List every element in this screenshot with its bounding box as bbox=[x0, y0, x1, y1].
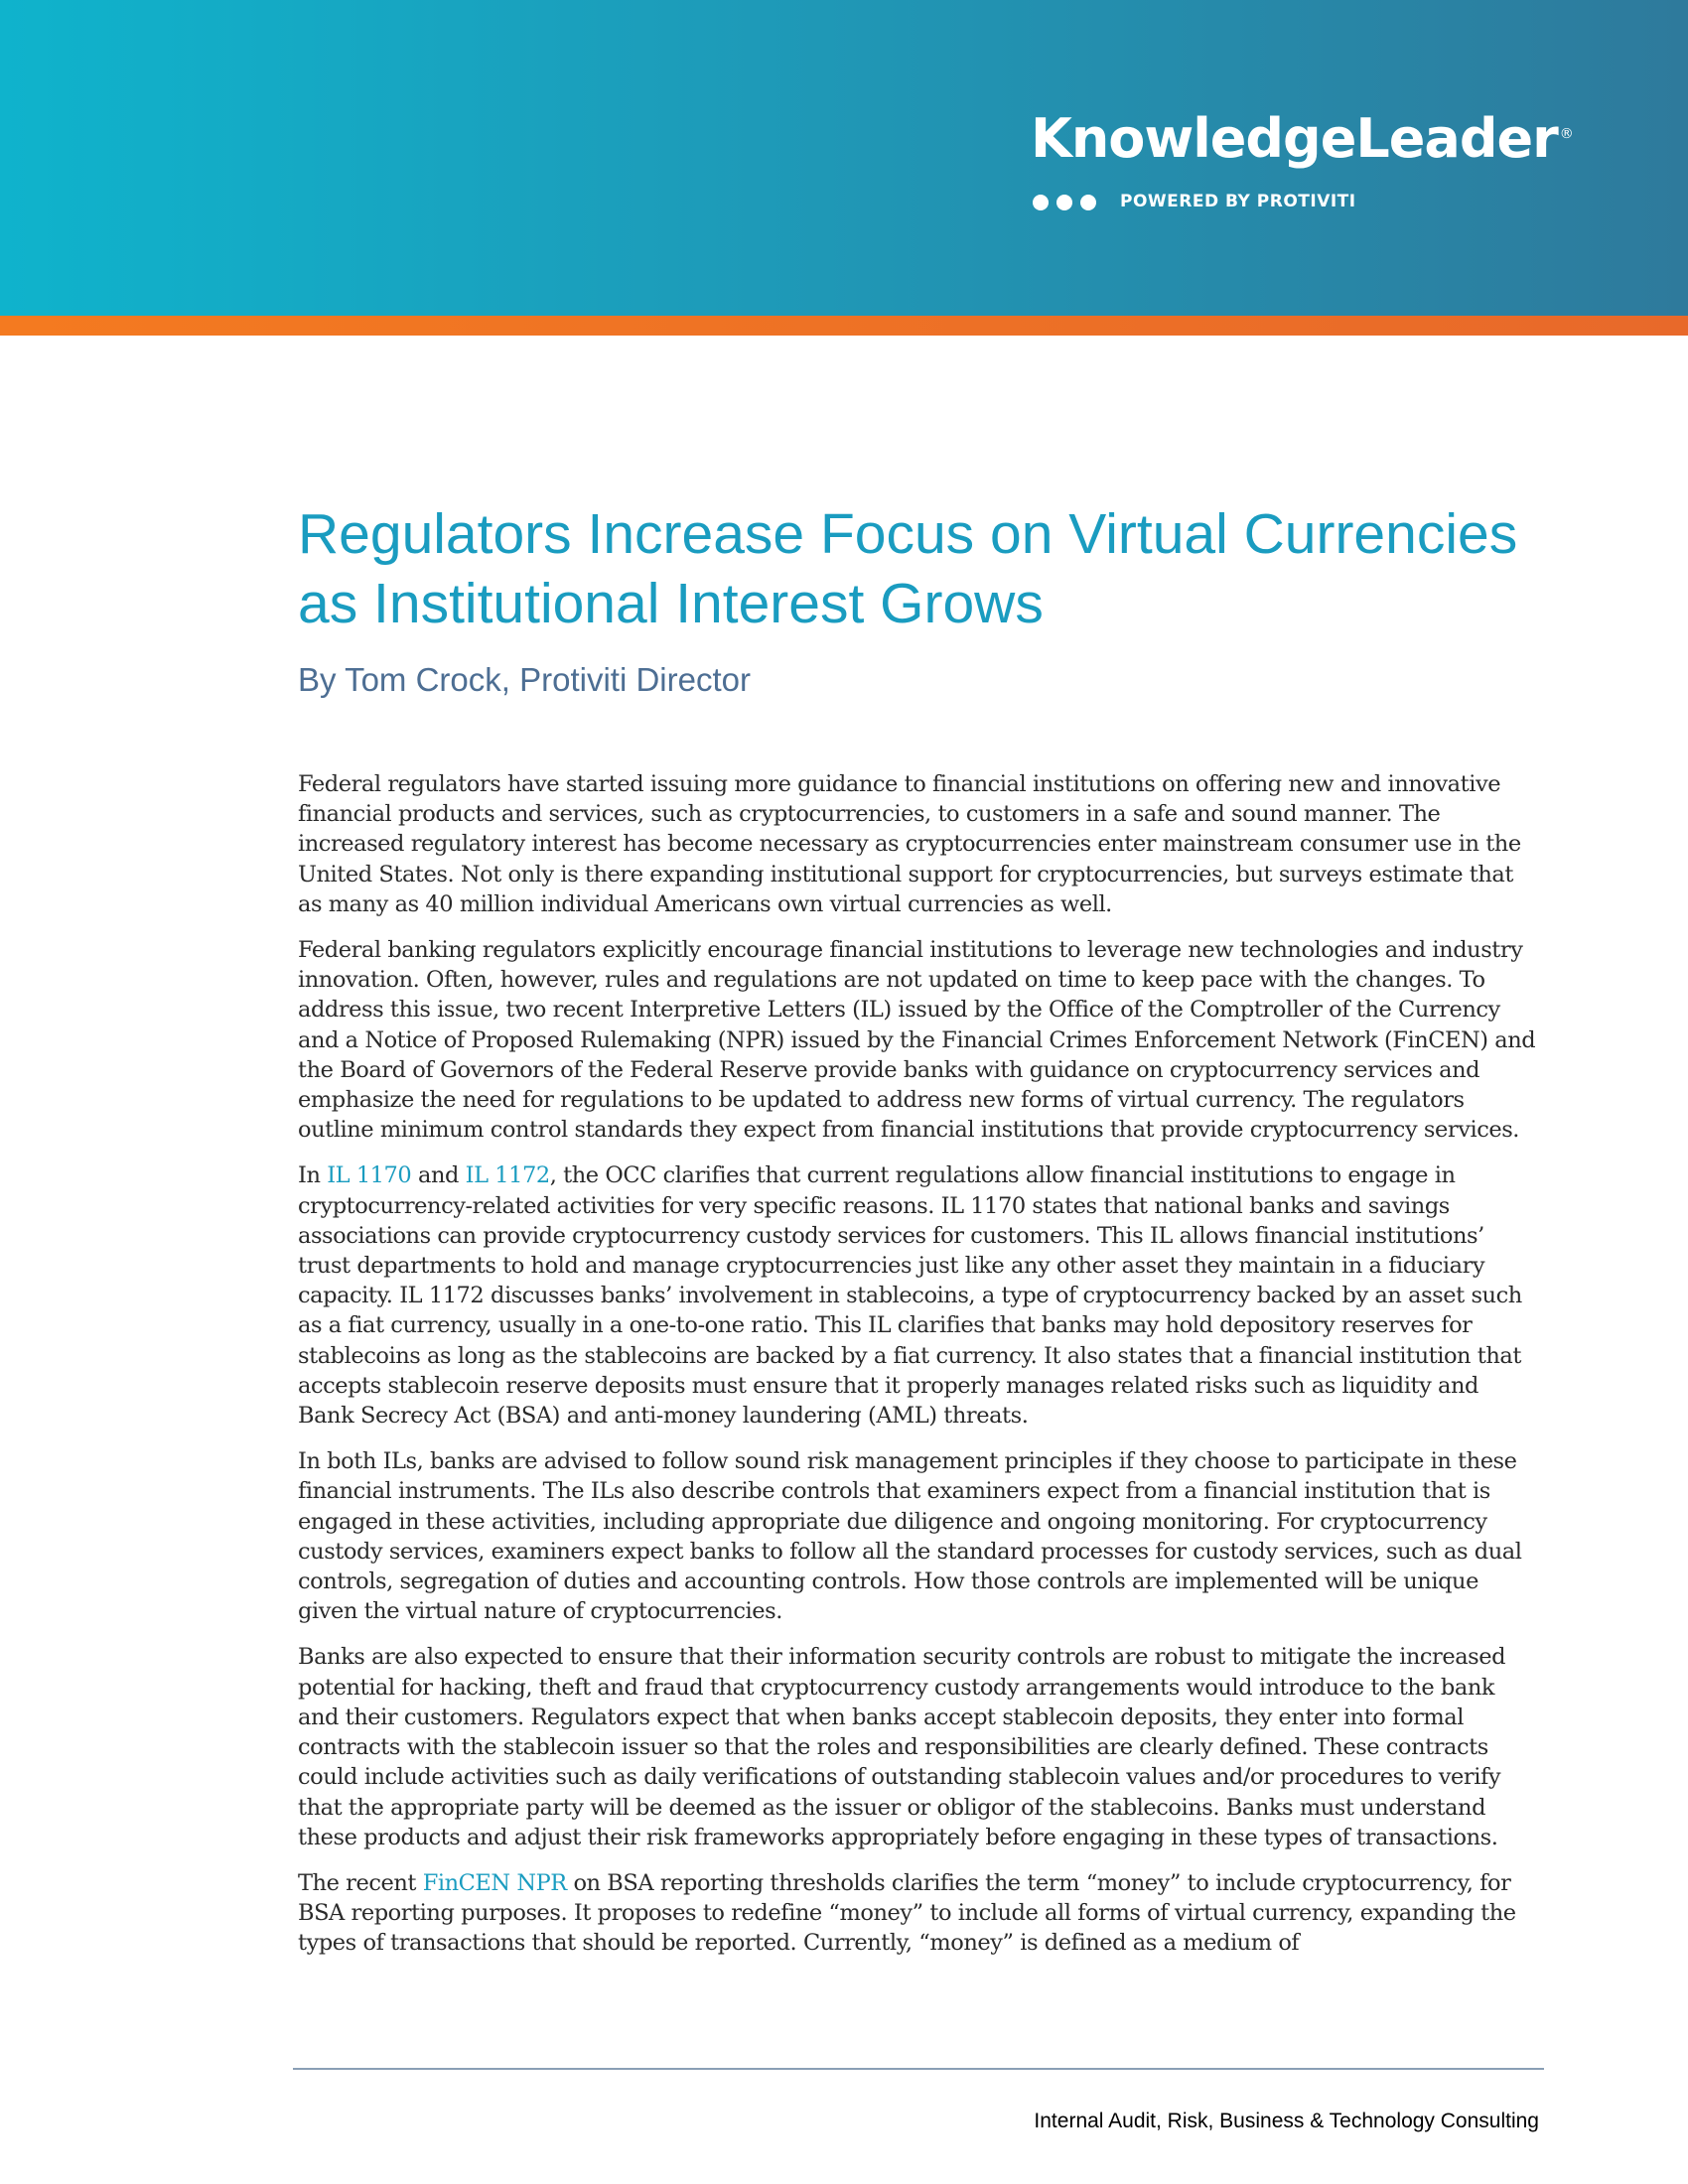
paragraph-6-text-a: The recent bbox=[298, 1869, 423, 1896]
registered-mark: ® bbox=[1559, 126, 1573, 142]
paragraph-6 bbox=[298, 1868, 1539, 1959]
paragraph-5: Banks are also expected to ensure that their information security controls are robust to mitigate the increased potential for hacking, theft and fraud that cryptocurrency custody arrangements would introduce to the bank and their customers. Regulators expect that when banks accept stablecoin deposits, they enter into formal contracts with the stablecoin issuer so that the roles and responsibilities are clearly defined. These contracts could include activities such as daily verifications of outstanding stablecoin values and/or procedures to verify that the appropriate party will be deemed as the issuer or obligor of the stablecoins. Banks must understand these products and adjust their risk frameworks appropriately before engaging in these types of transactions. bbox=[298, 1644, 1506, 1850]
footer-divider bbox=[293, 2068, 1544, 2070]
brand-dots-icon bbox=[1033, 195, 1096, 210]
link-il-1172[interactable]: IL 1172 bbox=[465, 1162, 550, 1189]
paragraph-6-text-b: on BSA reporting thresholds clarifies the term “money” to include cryptocurrency, for BSA reporting purposes. It proposes to redefine “money” to include all forms of virtual currency, expanding the types of transactions that should be reported. Currently, “money” is defined as a medium of bbox=[298, 1869, 1516, 1957]
brand-logo bbox=[1031, 107, 1573, 170]
footer-tagline: Internal Audit, Risk, Business & Technology Consulting bbox=[1034, 2110, 1539, 2132]
link-il-1170[interactable]: IL 1170 bbox=[327, 1162, 412, 1189]
brand-name: KnowledgeLeader bbox=[1031, 107, 1558, 170]
paragraph-3-text-c: , the OCC clarifies that current regulations allow financial institutions to engage in cryptocurrency-related activities for very specific reasons. IL 1170 states that national banks and savings associations can provide cryptocurrency custody services for customers. This IL allows financial institutions’ trust departments to hold and manage cryptocurrencies just like any other asset they maintain in a fiduciary capacity. IL 1172 discusses banks’ involvement in stablecoins, a type of cryptocurrency backed by an asset such as a fiat currency, usually in a one-to-one ratio. This IL clarifies that banks may hold depository reserves for stablecoins as long as the stablecoins are backed by a fiat currency. It also states that a financial institution that accepts stablecoin reserve deposits must ensure that it properly manages related risks such as liquidity and Bank Secrecy Act (BSA) and anti-money laundering (AML) threats. bbox=[298, 1162, 1522, 1430]
paragraph-3-text-a: In bbox=[298, 1162, 328, 1189]
paragraph-3 bbox=[298, 1160, 1539, 1431]
paragraph-3-text-b: and bbox=[411, 1162, 466, 1189]
article-body bbox=[298, 769, 1539, 1975]
accent-stripe bbox=[0, 316, 1688, 336]
byline: By Tom Crock, Protiviti Director bbox=[298, 661, 751, 698]
page-title: Regulators Increase Focus on Virtual Currencies as Institutional Interest Grows bbox=[298, 502, 1518, 635]
paragraph-2: Federal banking regulators explicitly encourage financial institutions to leverage new technologies and industry innovation. Often, however, rules and regulations are not updated on time to keep pace with the changes. To address this issue, two recent Interpretive Letters (IL) issued by the Office of the Comptroller of the Currency and a Notice of Proposed Rulemaking (NPR) issued by the Financial Crimes Enforcement Network (FinCEN) and the Board of Governors of the Federal Reserve provide banks with guidance on cryptocurrency services and emphasize the need for regulations to be updated to address new forms of virtual currency. The regulators outline minimum control standards they expect from financial institutions that provide cryptocurrency services. bbox=[298, 937, 1536, 1144]
link-fincen-npr[interactable]: FinCEN NPR bbox=[422, 1869, 567, 1896]
paragraph-1: Federal regulators have started issuing more guidance to financial institutions on offering new and innovative financial products and services, such as cryptocurrencies, to customers in a safe and sound manner. The increased regulatory interest has become necessary as cryptocurrencies enter mainstream consumer use in the United States. Not only is there expanding institutional support for cryptocurrencies, but surveys estimate that as many as 40 million individual Americans own virtual currencies as well. bbox=[298, 771, 1521, 917]
paragraph-4: In both ILs, banks are advised to follow sound risk management principles if they choose to participate in these financial instruments. The ILs also describe controls that examiners expect from a financial institution that is engaged in these activities, including appropriate due diligence and ongoing monitoring. For cryptocurrency custody services, examiners expect banks to follow all the standard processes for custody services, such as dual controls, segregation of duties and accounting controls. How those controls are implemented will be unique given the virtual nature of cryptocurrencies. bbox=[298, 1448, 1522, 1625]
brand-tagline: POWERED BY PROTIVITI bbox=[1120, 192, 1356, 211]
